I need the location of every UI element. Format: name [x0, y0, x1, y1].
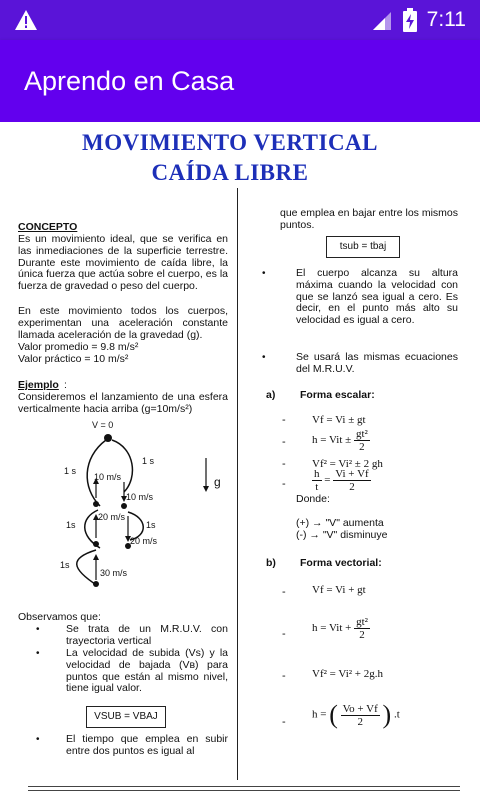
observamos-text: Observamos que:: [18, 611, 101, 623]
diagram-time-right-top: 1 s: [142, 456, 155, 466]
tsub-tbaj-box: tsub = tbaj: [326, 236, 400, 258]
ejemplo-colon: :: [64, 379, 67, 391]
formula-scalar-3: Vf² = Vi² ± 2 gh: [312, 458, 383, 470]
doc-title-line2: CAÍDA LIBRE: [151, 160, 309, 185]
concepto-heading: CONCEPTO: [18, 221, 78, 233]
clock: 7:11: [426, 8, 466, 31]
warning-icon: [14, 9, 38, 31]
doc-title-line1: MOVIMIENTO VERTICAL: [81, 130, 379, 155]
section-b-title: Forma vectorial:: [300, 557, 382, 569]
concepto-text: Es un movimiento ideal, que se verifica en las inmediaciones de la superficie terrestre. Durante este movimiento de caída libre, la única fuerza que actúa sobre el cuerpo, es la fuerza de gravedad o peso del cuerpo.: [18, 233, 228, 293]
formula-vector-3: Vf² = Vi² + 2g.h: [312, 668, 384, 680]
page-rule-1: [28, 786, 460, 787]
diagram-v0-label: V = 0: [92, 420, 114, 430]
vsub-vbaj-box: VSUB = VBAJ: [86, 706, 166, 728]
formula-scalar-4: $\frac{h}{t}$ = $\frac{Vi + Vf}{2}$: [314, 468, 369, 493]
diagram-v30: 30 m/s: [100, 568, 128, 578]
diagram-v20-down: 20 m/s: [130, 536, 158, 546]
battery-charging-icon: [403, 8, 417, 32]
right-cont-text: que emplea en bajar entre los mismos puntos.: [280, 207, 459, 231]
section-a-title: Forma escalar:: [300, 389, 375, 401]
donde-label: Donde:: [296, 493, 330, 505]
ejemplo-heading: Ejemplo: [18, 379, 59, 391]
diagram-time-left-mid: 1s: [66, 520, 76, 530]
formula-scalar-2: h = Vit ± $\frac{\text{gt²}}{2}$: [312, 428, 368, 453]
section-a-label: a): [266, 389, 276, 401]
formula-vector-1: Vf = Vi + gt: [312, 584, 366, 596]
minus-note: (-) → "V" disminuye: [296, 529, 388, 541]
formula-scalar-1: Vf = Vi ± gt: [312, 414, 366, 426]
bullet-dot: •: [36, 648, 40, 659]
valor-promedio: Valor promedio = 9.8 m/s²: [18, 341, 139, 353]
diagram-time-left-top: 1 s: [64, 466, 77, 476]
right-bullet-2: Se usará las mismas ecuaciones del M.R.U.V.: [296, 351, 458, 375]
formula-vector-2: h = Vit + $\frac{\text{gt²}}{2}$: [312, 616, 368, 641]
arc-down-1: [112, 440, 132, 492]
arc-up-3: [77, 550, 98, 586]
obs-bullet-2: La velocidad de subida (Vs) y la velocidad de bajada (Vв) para puntos que están al mismo nivel, tiene igual valor.: [66, 647, 228, 695]
diagram-v10-up: 10 m/s: [94, 472, 122, 482]
ejemplo-text: Consideremos el lanzamiento de una esfera verticalmente hacia arriba (g=10m/s²): [18, 391, 228, 415]
status-bar: [0, 0, 480, 40]
app-bar: [0, 40, 480, 122]
diagram-v10-down: 10 m/s: [126, 492, 154, 502]
formula-vector-4: h = ( $\frac{Vo + Vf}{2}$ ) .t: [312, 700, 400, 729]
concepto-text-2: En este movimiento todos los cuerpos, experimentan una aceleración constante llamada aceleración de la gravedad (g).: [18, 305, 228, 341]
bullet-dot: •: [262, 268, 266, 279]
plus-note: (+) → "V" aumenta: [296, 517, 384, 529]
launch-diagram: [20, 418, 230, 588]
section-b-label: b): [266, 557, 276, 569]
column-divider: [237, 188, 238, 780]
right-bullet-1: El cuerpo alcanza su altura máxima cuando la velocidad con que se lanzó sea igual a cero. Es decir, en el punto más alto su velocidad es igual a cero.: [296, 267, 458, 327]
bullet-dot: •: [36, 624, 40, 635]
document-page: MOVIMIENTO VERTICAL CAÍDA LIBRE CONCEPTO Es un movimiento ideal, que se verifica en las inmediaciones de la superficie terrestre. Durante este movimiento de caída libre, la única fuerza que actúa sobre el cuerpo, es la fuerza de gravedad o peso del cuerpo. En este movimiento todos los cuerpos, experimentan una aceleración constante llamada aceleración de la gravedad (g). Valor promedio = 9.8 m/s² Valor práctico = 10 m/s² Ejemplo : Consideremos el lanzamiento de una esfera verticalmente hacia arriba (g=10m/s²) V = 0 1 s 1 s 1s 1s 1s 10 m/s 10 m/s 20 m/s 20 m/s 30 m/s g Observamos que: • Se trata de un M.R.U.V. con trayectoria vertical • La velocidad de subida (Vs) y la velocidad de bajada (Vв) para puntos que están al mismo nivel, tiene igual valor. VSUB = VBAJ • El tiempo que emplea en subir entre dos puntos es igual al que emplea en bajar entre los mismos puntos. tsub = tbaj • El cuerpo alcanza su altura máxima cuando la velocidad con que se lanzó sea igual a cero. Es decir, en el punto más alto su velocidad es igual a cero. • Se usará las mismas ecuaciones del M.R.U.V. a) Forma escalar: - Vf = Vi ± gt - h = Vit ± $\frac{\text{gt²}}{2}$ - Vf² = Vi² ± 2 gh - $\frac{h}{t}$ = $\frac{Vi + Vf}{2}$ Donde: (+) → "V" aumenta (-) → "V" disminuye b) Forma vectorial: - Vf = Vi + gt - h = Vit + $\frac{\text{gt²}}{2}$ - Vf² = Vi² + 2g.h - h = ( $\frac{Vo + Vf}{2}$ ) .t: [0, 122, 480, 800]
obs-bullet-1: Se trata de un M.R.U.V. con trayectoria vertical: [66, 623, 228, 647]
diagram-v20-up: 20 m/s: [98, 512, 126, 522]
signal-icon: [371, 10, 393, 30]
diagram-time-right-mid: 1s: [146, 520, 156, 530]
diagram-time-left-bottom: 1s: [60, 560, 70, 570]
obs-bullet-3: El tiempo que emplea en subir entre dos puntos es igual al: [66, 733, 228, 757]
page-rule-2: [28, 790, 460, 791]
app-title: Aprendo en Casa: [24, 66, 235, 96]
diagram-g-label: g: [214, 475, 221, 489]
valor-practico: Valor práctico = 10 m/s²: [18, 353, 129, 365]
bullet-dot: •: [262, 352, 266, 363]
bullet-dot: •: [36, 734, 40, 745]
